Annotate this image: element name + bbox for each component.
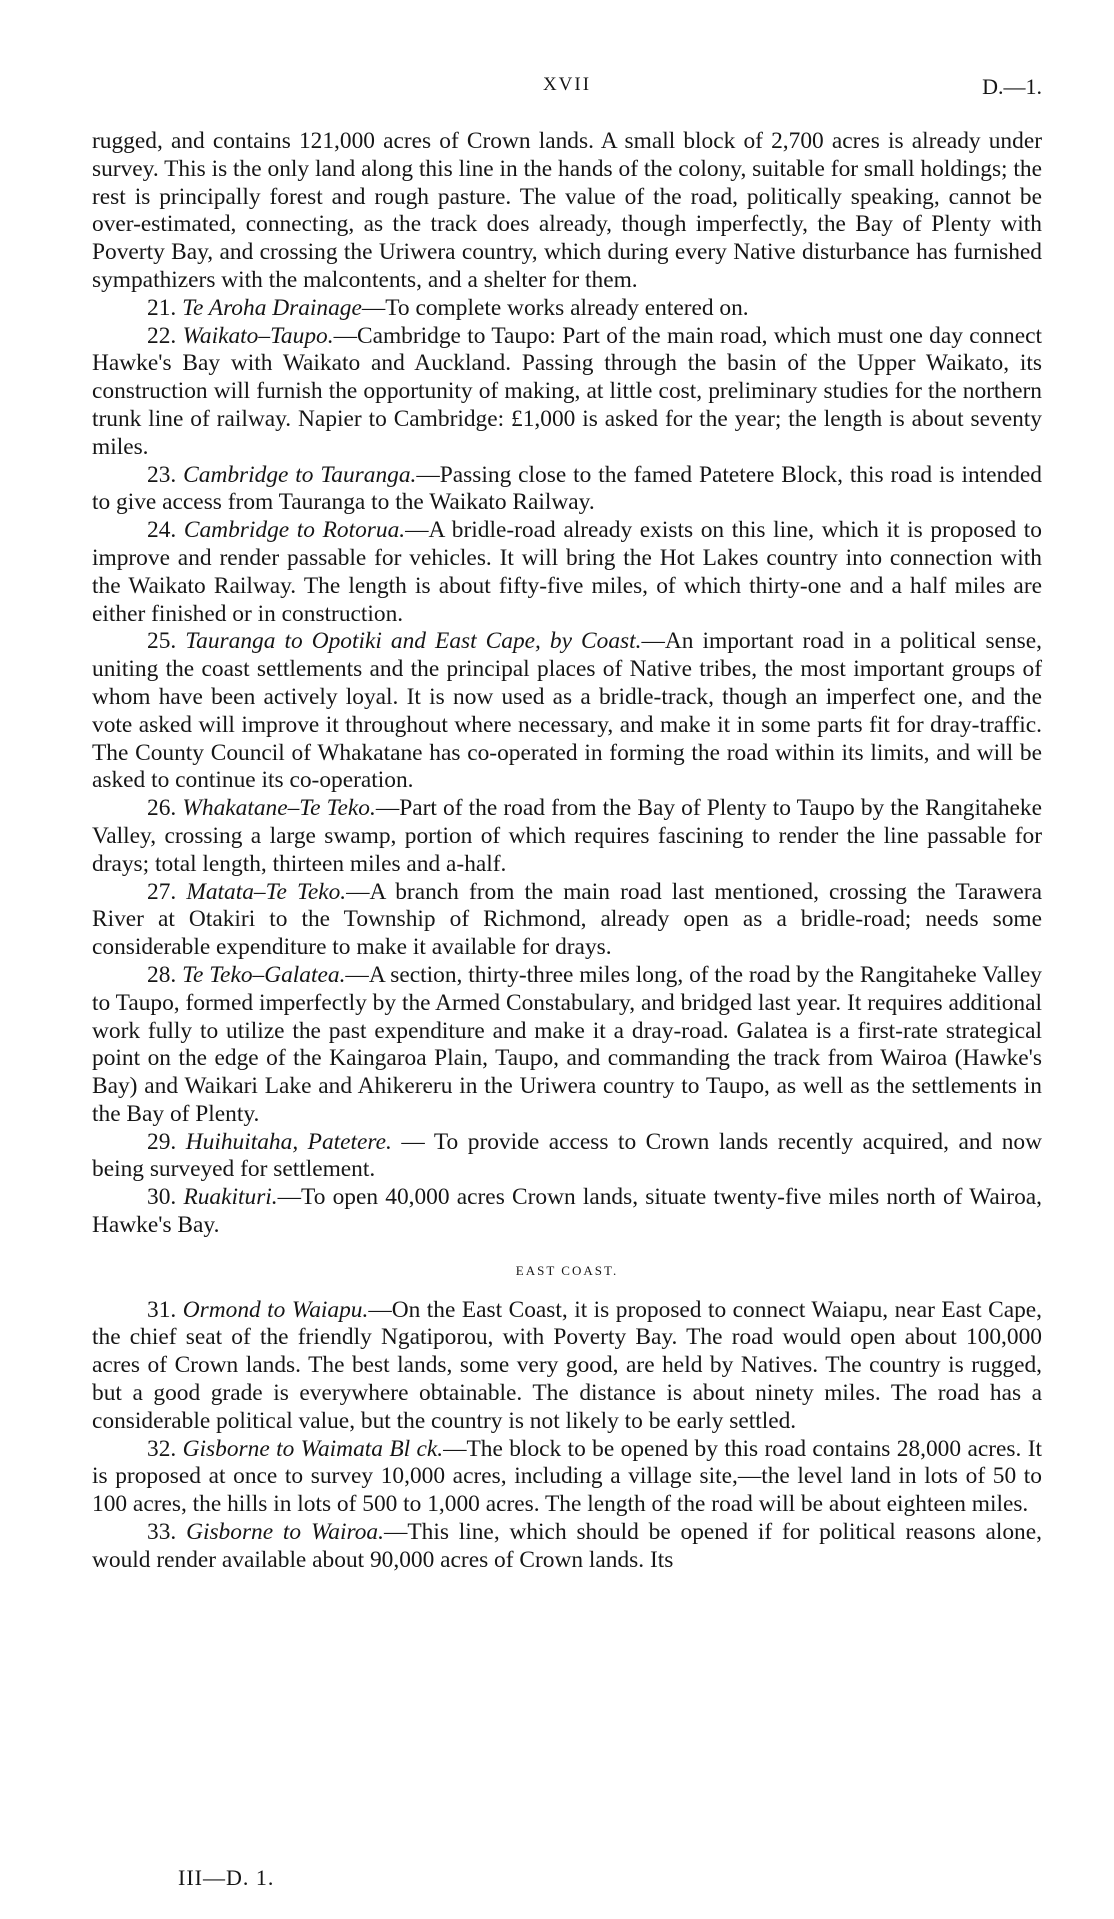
document-reference: D.—1. bbox=[982, 74, 1042, 99]
item-number: 25. bbox=[147, 628, 177, 655]
item-number: 29. bbox=[147, 1128, 177, 1155]
item-text: — To provide access to Crown lands recently acquired, and now being surveyed for settlement. bbox=[92, 1128, 1043, 1183]
item-24 bbox=[92, 517, 1042, 628]
page-header bbox=[92, 74, 1042, 104]
item-title: Tauranga to Opotiki and East Cape, by Coast. bbox=[185, 628, 642, 655]
item-number: 31. bbox=[147, 1296, 177, 1323]
page-number: XVII bbox=[542, 74, 592, 95]
item-number: 28. bbox=[147, 961, 177, 988]
page-footer-signature: III—D. 1. bbox=[178, 1865, 275, 1890]
item-text: —A branch from the main road last mentioned, crossing the Tarawera River at Otakiri to the Township of Richmond, already open as a bridle-road; needs some considerable expenditure to make it available for drays. bbox=[92, 878, 1042, 961]
item-27 bbox=[92, 879, 1042, 962]
item-31 bbox=[92, 1297, 1042, 1436]
item-text: —To open 40,000 acres Crown lands, situate twenty-five miles north of Wairoa, Hawke's Bay. bbox=[92, 1184, 1042, 1239]
item-33 bbox=[92, 1519, 1042, 1575]
item-29 bbox=[92, 1129, 1042, 1185]
item-text: —This line, which should be opened if for political reasons alone, would render available about 90,000 acres of Crown lands. Its bbox=[92, 1519, 1042, 1573]
item-title: Gisborne to Wairoa. bbox=[186, 1519, 384, 1546]
item-text: —The block to be opened by this road contains 28,000 acres. It is proposed at once to survey 10,000 acres, including a village site,—the level land in lots of 50 to 100 acres, the hills in lots of 500 to 1,000 acres. The length of the road will be about eighteen miles. bbox=[92, 1435, 1043, 1518]
body-text bbox=[92, 128, 1042, 1575]
item-21 bbox=[92, 295, 1042, 323]
item-number: 27. bbox=[147, 878, 177, 905]
item-title: Te Aroha Drainage bbox=[182, 294, 362, 321]
item-title: Ruakituri. bbox=[183, 1184, 278, 1211]
item-number: 32. bbox=[147, 1435, 177, 1462]
item-32 bbox=[92, 1436, 1042, 1519]
item-text: —On the East Coast, it is proposed to connect Waiapu, near East Cape, the chief seat of the friendly Ngatiporou, with Poverty Bay. The road would open about 100,000 acres of Crown lands. The best lands, some very good, are held by Natives. The country is rugged, but a good grade is everywhere obtainable. The distance is about ninety miles. The road has a considerable political value, but the country is not likely to be early settled. bbox=[92, 1296, 1042, 1434]
item-number: 30. bbox=[147, 1184, 177, 1211]
item-text: —A section, thirty-three miles long, of the road by the Rangitaheke Valley to Taupo, formed imperfectly by the Armed Constabulary, and bridged last year. It requires additional work fully to utilize the past expenditure and make it a dray-road. Galatea is a first-rate strategical point on the edge of the Kaingaroa Plain, Taupo, and commanding the track from Wairoa (Hawke's Bay) and Waikari Lake and Ahikereru in the Uriwera country to Taupo, as well as the settlements in the Bay of Plenty. bbox=[92, 961, 1042, 1127]
item-number: 21. bbox=[147, 294, 177, 321]
item-number: 22. bbox=[147, 322, 177, 349]
item-title: Ormond to Waiapu. bbox=[182, 1296, 369, 1323]
item-25 bbox=[92, 628, 1042, 795]
item-title: Waikato–Taupo. bbox=[182, 322, 334, 349]
item-26 bbox=[92, 795, 1042, 878]
item-title: Cambridge to Tauranga. bbox=[183, 461, 417, 488]
item-number: 33. bbox=[147, 1519, 177, 1546]
item-number: 26. bbox=[147, 795, 177, 822]
item-28 bbox=[92, 962, 1042, 1129]
item-22 bbox=[92, 323, 1042, 462]
item-text: —Cambridge to Taupo: Part of the main road, which must one day connect Hawke's Bay with Waikato and Auckland. Passing through the basin of the Upper Waikato, its construction will furnish the opportunity of making, at little cost, preliminary studies for the northern trunk line of railway. Napier to Cambridge: £1,000 is asked for the year; the length is about seventy miles. bbox=[92, 322, 1042, 460]
item-title: Huihuitaha, Patetere. bbox=[185, 1128, 392, 1155]
section-heading-east-coast: EAST COAST. bbox=[515, 1262, 619, 1278]
item-text: —Passing close to the famed Patetere Block, this road is intended to give access from Tauranga to the Waikato Railway. bbox=[92, 461, 1043, 516]
item-text: —To complete works already entered on. bbox=[361, 294, 749, 321]
item-text: —Part of the road from the Bay of Plenty to Taupo by the Rangitaheke Valley, crossing a large swamp, portion of which requires fascining to render the line passable for drays; total length, thirteen miles and a-half. bbox=[92, 795, 1042, 877]
intro-paragraph: rugged, and contains 121,000 acres of Crown lands. A small block of 2,700 acres is already under survey. This is the only land along this line in the hands of the colony, suitable for small holdings; the rest is principally forest and rough pasture. The value of the road, politically speaking, cannot be over-estimated, connecting, as the track does already, though imperfectly, the Bay of Plenty with Poverty Bay, and crossing the Uriwera country, which during every Native disturbance has furnished sympathizers with the malcontents, and a shelter for them. bbox=[92, 128, 1042, 293]
item-23 bbox=[92, 462, 1042, 518]
item-30 bbox=[92, 1184, 1042, 1240]
item-number: 24. bbox=[147, 517, 177, 544]
item-text: —An important road in a political sense, uniting the coast settlements and the principal places of Native tribes, the most important groups of whom have been actively loyal. It is now used as a bridle-track, though an imperfect one, and the vote asked will improve it throughout where necessary, and make it in some parts fit for dray-traffic. The County Council of Whakatane has co-operated in forming the road within its limits, and will be asked to continue its co-operation. bbox=[92, 628, 1042, 794]
item-title: Matata–Te Teko. bbox=[186, 878, 347, 905]
item-title: Cambridge to Rotorua. bbox=[183, 517, 406, 544]
item-title: Whakatane–Te Teko. bbox=[182, 795, 376, 822]
item-text: —A bridle-road already exists on this line, which it is proposed to improve and render passable for vehicles. It will bring the Hot Lakes country into connection with the Waikato Railway. The length is about fifty-five miles, of which thirty-one and a half miles are either finished or in construction. bbox=[92, 517, 1042, 627]
item-title: Te Teko–Galatea. bbox=[182, 961, 346, 988]
item-title: Gisborne to Waimata Bl ck. bbox=[182, 1435, 444, 1462]
item-number: 23. bbox=[147, 461, 177, 488]
